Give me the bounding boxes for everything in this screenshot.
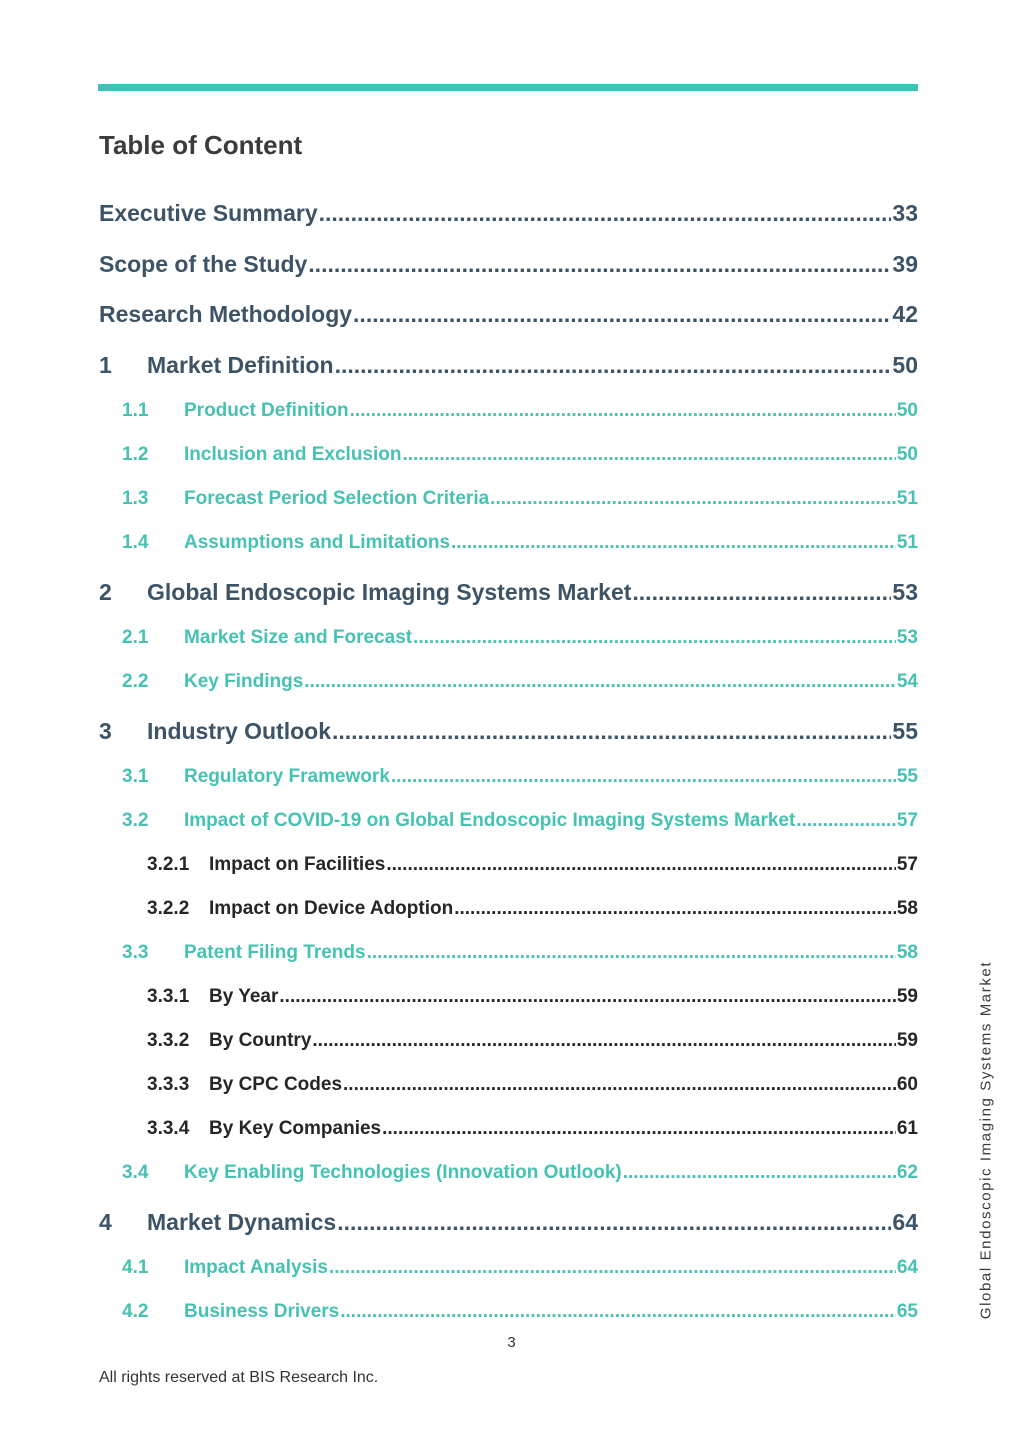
toc-entry-number: 2 (99, 579, 112, 605)
dot-leader (350, 400, 896, 422)
toc-entry-number: 3.3.2 (147, 1030, 190, 1051)
toc-entry-3-3-4[interactable] (99, 1118, 918, 1146)
toc-entry-number: 1.1 (122, 400, 149, 421)
dot-leader (402, 444, 895, 466)
dot-leader (308, 251, 891, 278)
toc-entry-3-3-2[interactable] (99, 1030, 918, 1058)
toc-entry-text: Scope of the Study (99, 251, 308, 277)
toc-entry-number: 3.3.3 (147, 1074, 190, 1095)
dot-leader (796, 810, 896, 832)
toc-entry-number: 3.2 (122, 810, 149, 831)
dot-leader (391, 766, 896, 788)
toc-entry-page: 42 (892, 301, 918, 327)
toc-entry-text: Assumptions and Limitations (184, 532, 451, 553)
toc-entry-page: 50 (896, 400, 918, 421)
toc-entry-number: 1.2 (122, 444, 149, 465)
toc-entry-number: 4 (99, 1209, 112, 1235)
toc-entry-page: 64 (896, 1257, 918, 1278)
dot-leader (337, 1209, 891, 1236)
toc-entry-number: 3.3.1 (147, 986, 190, 1007)
dot-leader (623, 1162, 896, 1184)
toc-entry-number: 4.1 (122, 1257, 149, 1278)
toc-entry-page: 53 (896, 627, 918, 648)
toc-entry-text: Market Size and Forecast (184, 627, 413, 648)
footer-copyright: All rights reserved at BIS Research Inc. (99, 1369, 379, 1386)
toc-entry-3-2-1[interactable] (99, 854, 918, 882)
toc-entry-number: 2.2 (122, 671, 149, 692)
toc-entry-number: 2.1 (122, 627, 149, 648)
dot-leader (413, 627, 896, 649)
toc-entry-number: 3.3.4 (147, 1118, 190, 1139)
toc-entry-page: 51 (896, 532, 918, 553)
toc-entry-page: 58 (896, 942, 918, 963)
dot-leader (319, 200, 892, 227)
toc-entry-text: Market Dynamics (147, 1209, 337, 1235)
toc-entry-number: 3 (99, 718, 112, 744)
toc-entry-number: 1 (99, 352, 112, 378)
toc-entry-page: 59 (896, 986, 918, 1007)
toc-entry-text: Market Definition (147, 352, 334, 378)
toc-entry-number: 3.1 (122, 766, 149, 787)
toc-entry-text: Impact Analysis (184, 1257, 328, 1278)
dot-leader (312, 1030, 895, 1052)
toc-entry-number: 3.2.1 (147, 854, 190, 875)
toc-entry-research-methodology[interactable] (99, 301, 918, 329)
toc-entry-text: By Country (209, 1030, 312, 1051)
dot-leader (332, 718, 891, 745)
dot-leader (340, 1301, 896, 1323)
dot-leader (343, 1074, 896, 1096)
dot-leader (304, 671, 896, 693)
toc-title: Table of Content (99, 130, 303, 160)
toc-entry-2[interactable] (99, 579, 918, 607)
toc-entry-1-1[interactable] (99, 400, 918, 428)
dot-leader (451, 532, 896, 554)
dot-leader (454, 898, 896, 920)
toc-entry-executive-summary[interactable] (99, 200, 918, 228)
toc-entry-page: 59 (896, 1030, 918, 1051)
toc-entry-text: Impact of COVID-19 on Global Endoscopic Imaging Systems Market (184, 810, 796, 831)
dot-leader (632, 579, 891, 606)
toc-entry-text: Key Findings (184, 671, 304, 692)
toc-entry-page: 50 (892, 352, 918, 378)
toc-entry-page: 60 (896, 1074, 918, 1095)
toc-entry-1-4[interactable] (99, 532, 918, 560)
toc-entry-text: Regulatory Framework (184, 766, 390, 787)
dot-leader (490, 488, 896, 510)
toc-entry-number: 1.3 (122, 488, 149, 509)
toc-entry-scope-of-the-study[interactable] (99, 251, 918, 279)
toc-entry-page: 58 (896, 898, 918, 919)
dot-leader (279, 986, 895, 1008)
toc-entry-text: Executive Summary (99, 200, 318, 226)
toc-entry-page: 62 (896, 1162, 918, 1183)
toc-entry-text: Business Drivers (184, 1301, 340, 1322)
toc-entry-3-2[interactable] (99, 810, 918, 838)
toc-entry-4-2[interactable] (99, 1301, 918, 1329)
toc-entry-page: 50 (896, 444, 918, 465)
toc-entry-text: By Key Companies (209, 1118, 382, 1139)
toc-entry-page: 55 (896, 766, 918, 787)
toc-entry-4-1[interactable] (99, 1257, 918, 1285)
toc-entry-page: 64 (892, 1209, 918, 1235)
toc-entry-4[interactable] (99, 1209, 918, 1237)
toc-entry-text: Impact on Device Adoption (209, 898, 454, 919)
toc-entry-1-3[interactable] (99, 488, 918, 516)
dot-leader (386, 854, 896, 876)
toc-entry-number: 4.2 (122, 1301, 149, 1322)
toc-entry-text: Impact on Facilities (209, 854, 386, 875)
toc-entry-1[interactable] (99, 352, 918, 380)
toc-entry-text: Research Methodology (99, 301, 353, 327)
toc-entry-text: Key Enabling Technologies (Innovation Outlook) (184, 1162, 622, 1183)
toc-entry-2-1[interactable] (99, 627, 918, 655)
dot-leader (329, 1257, 896, 1279)
toc-entry-2-2[interactable] (99, 671, 918, 699)
toc-entry-text: Inclusion and Exclusion (184, 444, 402, 465)
toc-entry-page: 55 (892, 718, 918, 744)
toc-entry-3-1[interactable] (99, 766, 918, 794)
toc-entry-text: Forecast Period Selection Criteria (184, 488, 490, 509)
toc-entry-3-3-3[interactable] (99, 1074, 918, 1102)
vertical-report-title: Global Endoscopic Imaging Systems Market (977, 960, 995, 1320)
toc-entry-number: 3.2.2 (147, 898, 190, 919)
dot-leader (367, 942, 896, 964)
toc-entry-page: 57 (896, 854, 918, 875)
toc-entry-text: Patent Filing Trends (184, 942, 366, 963)
toc-entry-1-2[interactable] (99, 444, 918, 472)
toc-entry-number: 3.3 (122, 942, 149, 963)
toc-entry-text: By CPC Codes (209, 1074, 343, 1095)
toc-entry-page: 61 (896, 1118, 918, 1139)
toc-entry-3-4[interactable] (99, 1162, 918, 1190)
toc-entry-page: 53 (892, 579, 918, 605)
toc-entry-number: 3.4 (122, 1162, 149, 1183)
toc-entry-page: 39 (892, 251, 918, 277)
dot-leader (382, 1118, 896, 1140)
toc-entry-text: Global Endoscopic Imaging Systems Market (147, 579, 632, 605)
toc-entry-page: 54 (896, 671, 918, 692)
toc-entry-3-3-1[interactable] (99, 986, 918, 1014)
toc-entry-text: By Year (209, 986, 279, 1007)
toc-entry-text: Product Definition (184, 400, 349, 421)
toc-entry-text: Industry Outlook (147, 718, 331, 744)
toc-entry-3-2-2[interactable] (99, 898, 918, 926)
toc-entry-page: 65 (896, 1301, 918, 1322)
page-number: 3 (507, 1334, 516, 1351)
toc-entry-page: 57 (896, 810, 918, 831)
toc-entry-number: 1.4 (122, 532, 149, 553)
toc-entry-page: 51 (896, 488, 918, 509)
toc-entry-page: 33 (892, 200, 918, 226)
dot-leader (335, 352, 892, 379)
toc-entry-3-3[interactable] (99, 942, 918, 970)
toc-entry-3[interactable] (99, 718, 918, 746)
dot-leader (353, 301, 891, 328)
